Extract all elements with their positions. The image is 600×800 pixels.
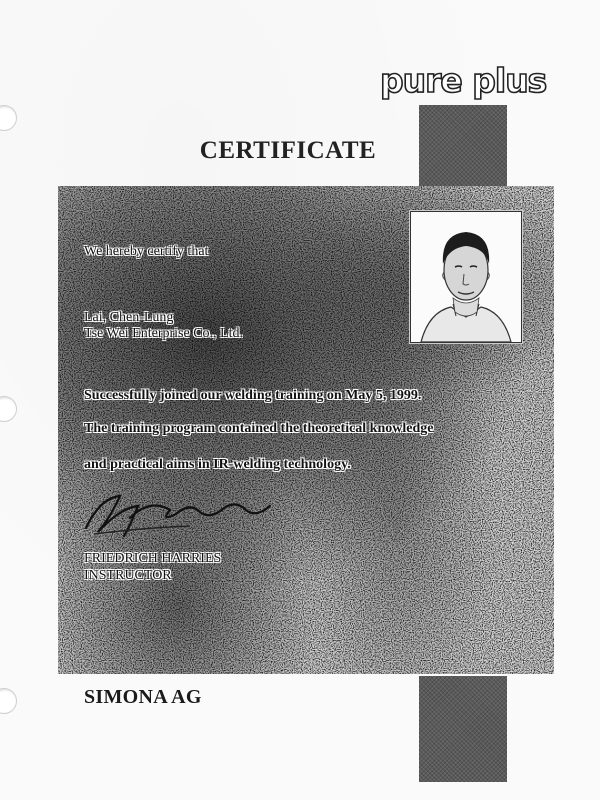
- signatory-name: FRIEDRICH HARRIES: [84, 551, 222, 566]
- intro-text: We hereby certify that: [84, 244, 209, 259]
- recipient-name: Lai, Chen-Lung: [84, 310, 174, 325]
- logo-text: pure plus: [380, 62, 547, 100]
- training-content-line: The training program contained the theoretical knowledge: [84, 421, 434, 436]
- punch-hole: [0, 396, 17, 422]
- recipient-company: Tse Wei Enterprise Co., Ltd.: [84, 326, 243, 341]
- certificate-title: CERTIFICATE: [199, 137, 377, 164]
- signatory-title: INSTRUCTOR: [84, 568, 172, 583]
- training-date-line: Successfully joined our welding training on May 5, 1999.: [84, 388, 422, 403]
- decorative-band-bottom: [419, 676, 507, 782]
- issuer-name: SIMONA AG: [84, 686, 202, 708]
- punch-hole: [0, 105, 17, 131]
- pure-plus-logo: [378, 62, 550, 102]
- training-aims-line: and practical aims in IR-welding technology.: [84, 457, 351, 472]
- punch-hole: [0, 688, 17, 714]
- recipient-photo: [410, 211, 522, 343]
- portrait-image: [411, 212, 521, 342]
- instructor-signature: [80, 488, 280, 544]
